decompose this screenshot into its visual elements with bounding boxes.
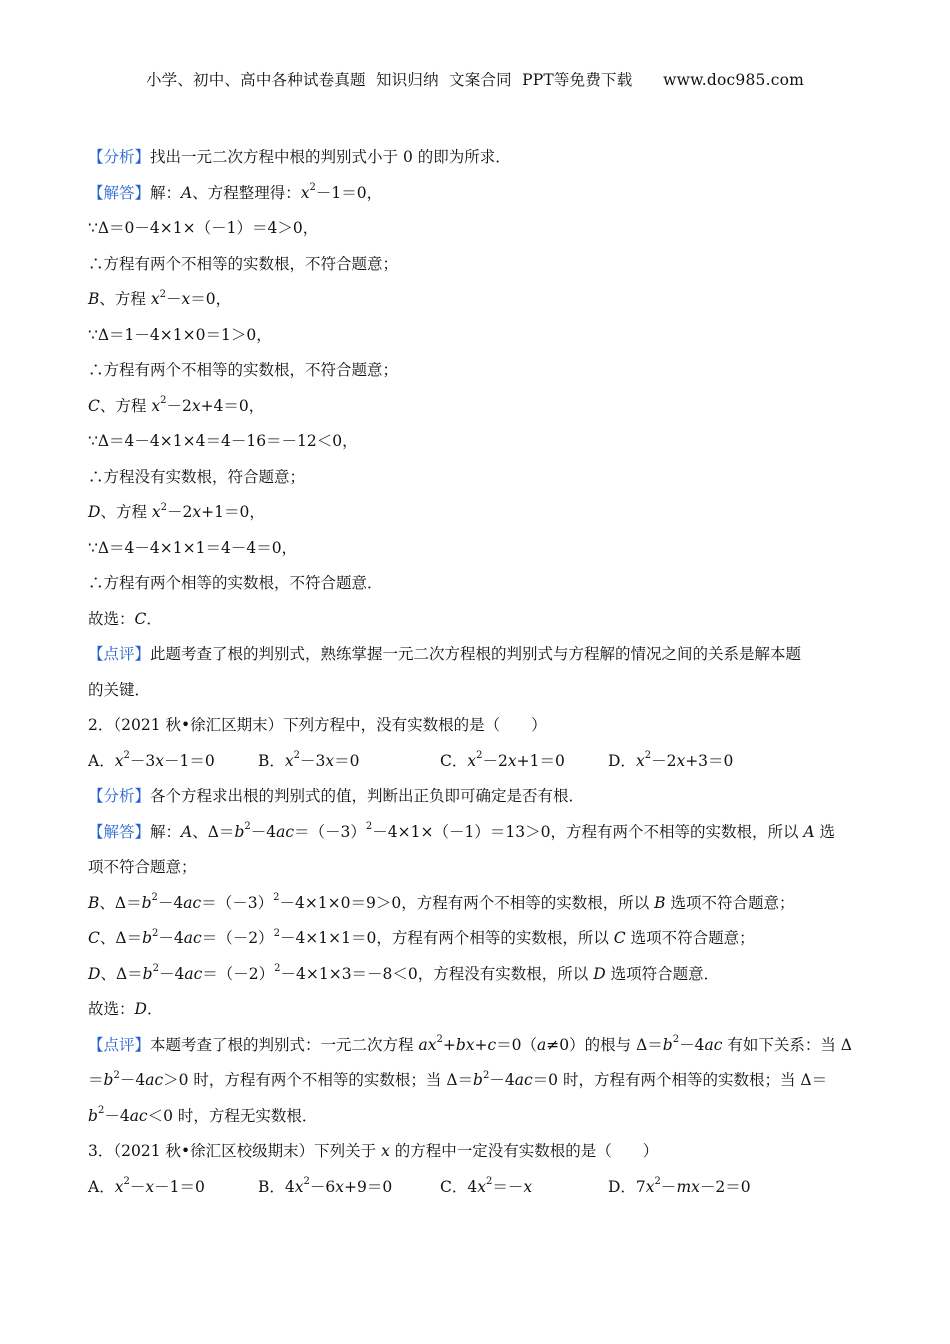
text-line — [88, 282, 878, 318]
option-c: C．$4x^2=-x$ — [440, 1176, 533, 1196]
option-b: B．$x^2-3x=0$ — [258, 750, 360, 770]
text-line — [88, 247, 878, 283]
text-line — [88, 1134, 878, 1170]
option-a: A．$x^2-3x-1=0$ — [88, 750, 215, 770]
line-text: ∴方程有两个不相等的实数根，不符合题意； — [88, 361, 399, 379]
section-tag: 【解答】 — [88, 183, 151, 202]
text-line — [88, 460, 878, 496]
line-text: ∴方程没有实数根，符合题意； — [88, 467, 306, 486]
document-body — [88, 140, 878, 1205]
line-text: ∴方程有两个相等的实数根，不符合题意． — [88, 574, 383, 592]
line-text: 此题考查了根的判别式，熟练掌握一元二次方程根的判别式与方程解的情况之间的关系是解本题 — [150, 645, 802, 663]
page-header: 小学、初中、高中各种试卷真题 知识归纳 文案合同 PPT等免费下载 www.doc985.com — [145, 71, 805, 89]
text-line — [88, 495, 878, 531]
text-line — [88, 957, 878, 993]
line-text: D、方程 $x^2-2x+1=0$， — [88, 501, 265, 521]
line-text: 解：A、方程整理得：$x^2-1=0$， — [150, 182, 383, 202]
text-line — [88, 1099, 878, 1135]
line-text: 解：A、$\Delta=b^2-4ac=(-3)^2-4\times 1\times(-1)=13>0$，方程有两个不相等的实数根，所以 A 选 — [150, 821, 836, 841]
line-text: B、$\Delta=b^2-4ac=(-3)^2-4\times 1\times 0=9>0$，方程有两个不相等的实数根，所以 B 选项不符合题意； — [88, 892, 795, 912]
line-text: ∵Δ＝4－4×1×1＝4－4＝0， — [88, 538, 298, 557]
line-text: 各个方程求出根的判别式的值，判断出正负即可确定是否有根． — [150, 787, 585, 805]
option-a: A．$x^2-x-1=0$ — [88, 1176, 205, 1196]
line-text: 项不符合题意； — [88, 858, 197, 876]
text-line — [88, 921, 878, 957]
text-line — [88, 566, 878, 602]
section-tag: 【点评】 — [88, 645, 151, 663]
section-tag: 【分析】 — [88, 148, 151, 166]
text-line — [88, 779, 878, 815]
line-text: $b^2-4ac<0$ 时，方程无实数根． — [88, 1105, 318, 1125]
text-line — [88, 602, 878, 638]
line-text: 故选：C． — [88, 609, 162, 628]
text-line — [88, 389, 878, 425]
line-text: 的关键． — [88, 680, 151, 699]
line-text: D、$\Delta=b^2-4ac=(-2)^2-4\times 1\times 3=-8<0$，方程没有实数根，所以 D 选项符合题意． — [88, 963, 720, 983]
line-text: B、方程 $x^2-x=0$， — [88, 288, 232, 308]
option-c: C．$x^2-2x+1=0$ — [440, 750, 565, 770]
text-line — [88, 1063, 878, 1099]
line-text: 本题考查了根的判别式：一元二次方程 $ax^2+bx+c=0(a\ne 0)$的根与 $\Delta=b^2-4ac$ 有如下关系：当 Δ — [150, 1034, 852, 1054]
option-d: D．$x^2-2x+3=0$ — [608, 750, 734, 770]
text-line — [88, 815, 878, 851]
section-tag: 【点评】 — [88, 1035, 151, 1054]
text-line — [88, 637, 878, 673]
option-d: D．$7x^2-mx-2=0$ — [608, 1176, 751, 1196]
text-line — [88, 140, 878, 176]
line-text: C、方程 $x^2-2x+4=0$， — [88, 395, 265, 415]
line-text: 2．（2021 秋•徐汇区期末）下列方程中，没有实数根的是（ ） — [88, 716, 547, 734]
line-text: ∵Δ＝0－4×1×（－1）＝4＞0， — [88, 219, 319, 237]
text-line — [88, 318, 878, 354]
section-tag: 【解答】 — [88, 822, 151, 841]
text-line — [88, 531, 878, 567]
section-tag: 【分析】 — [88, 787, 151, 805]
text-line — [88, 673, 878, 709]
line-text: 找出一元二次方程中根的判别式小于 0 的即为所求． — [150, 148, 511, 166]
text-line — [88, 353, 878, 389]
text-line — [88, 211, 878, 247]
line-text: ∵Δ＝4－4×1×4＝4－16＝－12＜0， — [88, 432, 358, 450]
answer-options — [88, 744, 878, 780]
text-line — [88, 424, 878, 460]
text-line — [88, 992, 878, 1028]
text-line — [88, 176, 878, 212]
text-line — [88, 850, 878, 886]
text-line — [88, 708, 878, 744]
option-b: B．$4x^2-6x+9=0$ — [258, 1176, 393, 1196]
line-text: ∴方程有两个不相等的实数根，不符合题意； — [88, 254, 399, 273]
text-line — [88, 1028, 878, 1064]
text-line — [88, 886, 878, 922]
line-text: 3．（2021 秋•徐汇区校级期末）下列关于 x 的方程中一定没有实数根的是（ ） — [88, 1142, 659, 1160]
line-text: 故选：D． — [88, 1000, 163, 1018]
line-text: $=b^2-4ac>0$ 时，方程有两个不相等的实数根；当 $\Delta=b^2-4ac=0$ 时，方程有两个相等的实数根；当 Δ＝ — [88, 1069, 828, 1089]
line-text: ∵Δ＝1－4×1×0＝1＞0， — [88, 325, 272, 344]
answer-options — [88, 1170, 878, 1206]
line-text: C、$\Delta=b^2-4ac=(-2)^2-4\times 1\times 1=0$，方程有两个相等的实数根，所以 C 选项不符合题意； — [88, 927, 755, 947]
